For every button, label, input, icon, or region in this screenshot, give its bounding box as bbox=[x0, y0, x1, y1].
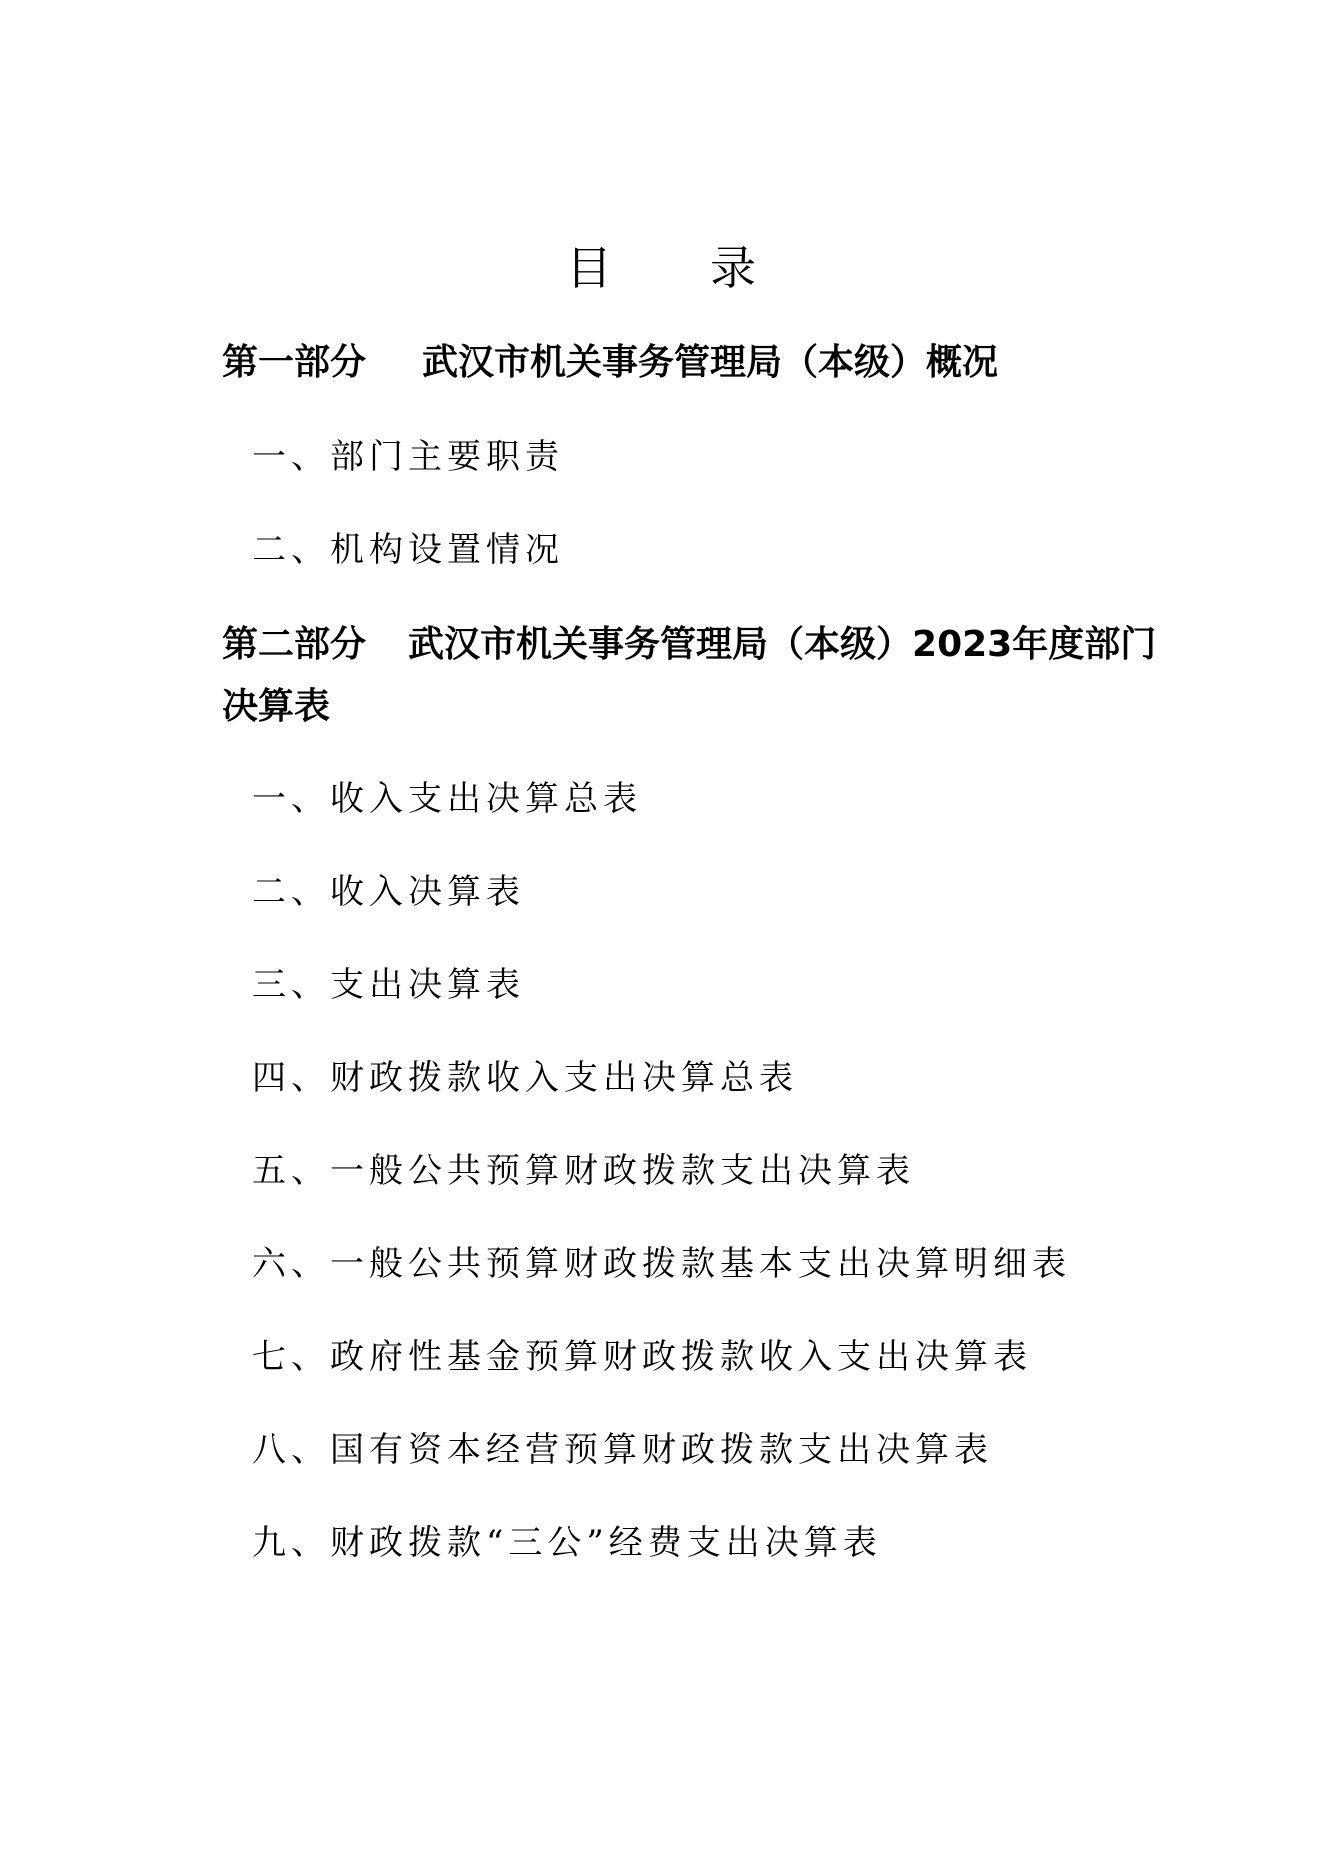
part2-entry-7[interactable]: 七、政府性基金预算财政拨款收入支出决算表 bbox=[252, 1337, 1032, 1377]
part2-entry-5[interactable]: 五、一般公共预算财政拨款支出决算表 bbox=[252, 1151, 915, 1191]
part1-entry-2[interactable]: 二、机构设置情况 bbox=[252, 530, 564, 570]
part2-entry-9[interactable]: 九、财政拨款“三公”经费支出决算表 bbox=[252, 1523, 882, 1563]
part1-entry-1[interactable]: 一、部门主要职责 bbox=[252, 437, 564, 477]
part2-entry-4[interactable]: 四、财政拨款收入支出决算总表 bbox=[252, 1058, 798, 1098]
part2-entry-1[interactable]: 一、收入支出决算总表 bbox=[252, 779, 642, 819]
part1-title: 武汉市机关事务管理局（本级）概况 bbox=[422, 342, 999, 383]
part2-entry-3[interactable]: 三、支出决算表 bbox=[252, 965, 525, 1005]
part1-heading[interactable] bbox=[222, 332, 1182, 394]
part2-entry-6[interactable]: 六、一般公共预算财政拨款基本支出决算明细表 bbox=[252, 1244, 1071, 1284]
part1-number: 第一部分 bbox=[222, 342, 367, 383]
part2-entry-8[interactable]: 八、国有资本经营预算财政拨款支出决算表 bbox=[252, 1430, 993, 1470]
part2-entry-2[interactable]: 二、收入决算表 bbox=[252, 872, 525, 912]
part2-title: 武汉市机关事务管理局（本级）2023年度部门决算表 bbox=[222, 624, 1157, 727]
part2-heading[interactable] bbox=[222, 614, 1182, 738]
toc-title: 目 录 bbox=[566, 241, 758, 295]
part2-number: 第二部分 bbox=[222, 624, 367, 665]
